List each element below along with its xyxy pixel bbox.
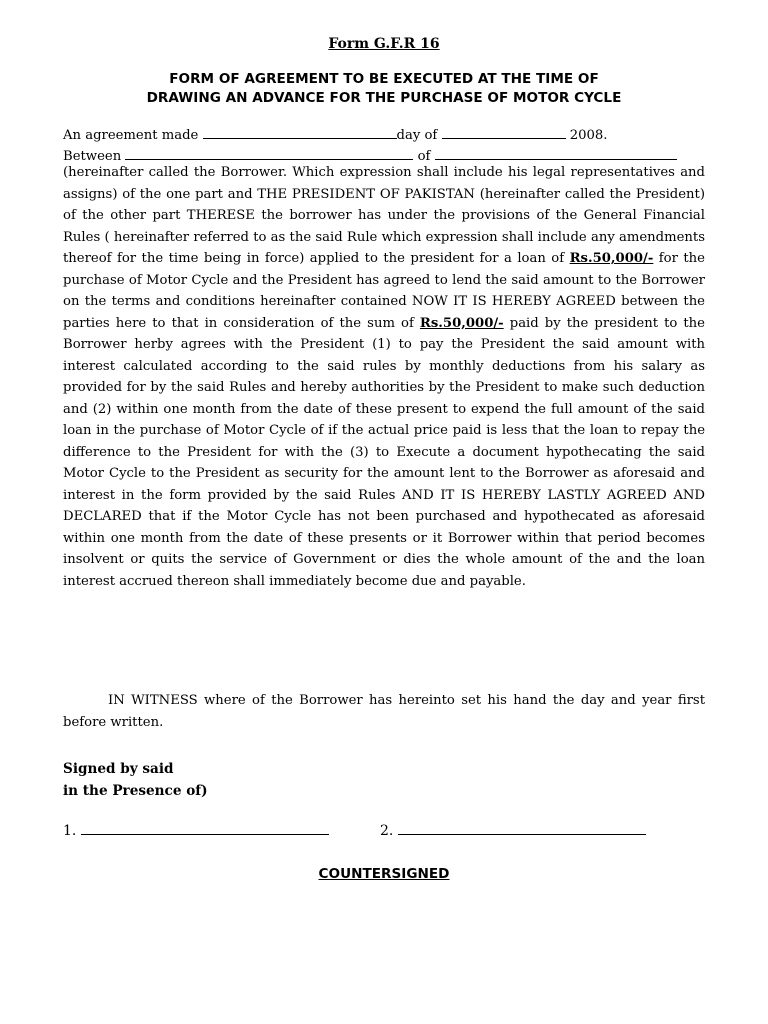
between-blank[interactable] [125, 147, 413, 160]
agreement-made-blank[interactable] [203, 126, 397, 139]
signed-by-label: Signed by said [63, 761, 174, 777]
document-title [60, 70, 708, 108]
of-blank[interactable] [435, 147, 677, 160]
presence-label: in the Presence of) [63, 783, 208, 799]
witness-2 [380, 820, 646, 839]
witness-paragraph: IN WITNESS where of the Borrower has hereinto set his hand the day and year first before written. [63, 693, 705, 730]
title-line-2: DRAWING AN ADVANCE FOR THE PURCHASE OF MOTOR CYCLE [146, 90, 622, 106]
agreement-date-line [63, 126, 708, 143]
year-label: 2008. [569, 128, 608, 143]
day-of-blank[interactable] [442, 126, 566, 139]
body-part-1: (hereinafter called the Borrower. Which expression shall include his legal representatives and assigns) of the one part and THE PRESIDENT OF PAKISTAN (hereinafter called the President) of the other part THERESE the borrower has under the provisions of the General Financial Rules ( hereinafter referred to as the said Rule which expression shall include any amendments thereof for the time being in force) applied to the president for a loan of [63, 165, 705, 266]
signature-block [63, 758, 208, 802]
title-line-1: FORM OF AGREEMENT TO BE EXECUTED AT THE TIME OF [169, 71, 599, 87]
loan-amount: Rs.50,000/- [569, 251, 654, 266]
countersigned-heading: COUNTERSIGNED [318, 866, 450, 882]
witness-2-label: 2. [380, 823, 394, 839]
day-of-label: day of [396, 128, 438, 143]
witness-1-signature-line[interactable] [81, 820, 329, 835]
agreement-body [63, 162, 705, 592]
between-label: Between [63, 149, 122, 164]
consideration-amount: Rs.50,000/- [419, 315, 504, 331]
agreement-made-label: An agreement made [63, 128, 199, 143]
body-part-3: paid by the president to the Borrower herby agrees with the President (1) to pay the President the said amount with interest calculated according to the said rules by monthly deductions from his salary as provided for by the said Rules and hereby authorities by the President to make such deduction and (2) within one month from the date of these present to expend the full amount of the said loan in the purchase of Motor Cycle of if the actual price paid is less that the loan to repay the difference to the President for with the (3) to Execute a document hypothecating the said Motor Cycle to the President as security for the amount lent to the Borrower as aforesaid and interest in the form provided by the said Rules AND IT IS HEREBY LASTLY AGREED AND DECLARED that if the Motor Cycle has not been purchased and hypothecated as aforesaid within one month from the date of these presents or it Borrower within that period becomes insolvent or quits the service of Government or dies the whole amount of the and the loan interest accrued thereon shall immediately become due and payable. [63, 315, 705, 589]
witness-1-label: 1. [63, 823, 77, 839]
body-part-2: for the purchase of Motor Cycle and the President has agreed to lend the said amount to the Borrower on the terms and conditions hereinafter contained NOW IT IS HEREBY AGREED between the parties here to that in consideration of the sum of [63, 251, 705, 331]
witness-1 [63, 820, 329, 839]
of-label: of [417, 149, 431, 164]
form-code: Form G.F.R 16 [328, 36, 440, 52]
witness-2-signature-line[interactable] [398, 820, 646, 835]
